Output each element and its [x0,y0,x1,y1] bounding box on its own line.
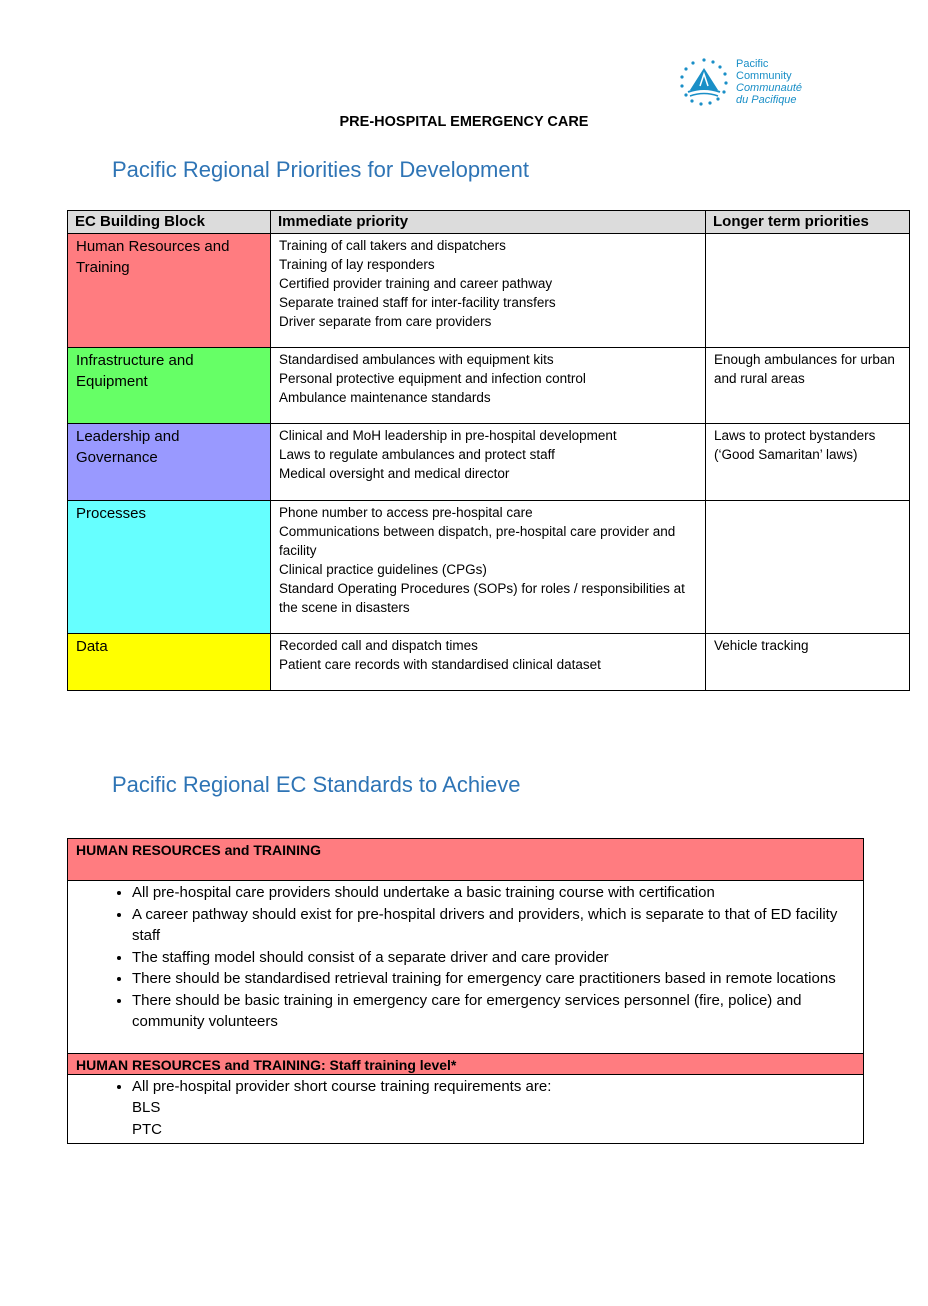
longer-term-cell: Enough ambulances for urban and rural areas [706,348,910,424]
block-data: Data [68,634,271,691]
staff-training-bullets [68,1075,863,1144]
longer-term-cell: Vehicle tracking [706,634,910,691]
priorities-table [67,210,910,691]
sub-item-ptc: PTC [132,1120,162,1138]
immediate-cell [271,501,706,634]
immediate-cell [271,234,706,348]
pacific-community-logo [678,54,818,110]
pacific-community-emblem-icon [678,56,730,108]
list-item: Clinical practice guidelines (CPGs) [279,562,487,577]
list-item: • All pre-hospital care providers should undertake a basic training course with certification [132,882,855,904]
immediate-cell [271,424,706,501]
list-item [132,1076,855,1141]
section-heading-standards: Pacific Regional EC Standards to Achieve [112,772,521,797]
logo-line-2: Community [736,70,792,82]
sub-item-bls: BLS [132,1099,161,1116]
list-item: Communications between dispatch, pre-hospital care provider and facility [279,524,676,558]
table-row [68,348,910,424]
list-item: Phone number to access pre-hospital care [279,505,533,520]
column-header-longer-term: Longer term priorities [706,211,910,234]
column-header-building-block: EC Building Block [68,211,271,234]
list-item: Separate trained staff for inter-facility transfers [279,295,556,310]
list-item: • There should be basic training in emergency care for emergency services personnel (fire, police) and community volunteers [132,990,855,1033]
table-header-row [68,211,910,234]
immediate-cell [271,634,706,691]
list-item: Medical oversight and medical director [279,466,510,481]
table-row [68,634,910,691]
logo-wordmark [736,58,802,106]
table-row [68,501,910,634]
block-infrastructure: Infrastructure and Equipment [68,348,271,424]
longer-term-cell [706,501,910,634]
block-leadership: Leadership and Governance [68,424,271,501]
immediate-cell [271,348,706,424]
standards-bullets [68,881,863,1053]
list-item: Driver separate from care providers [279,314,492,329]
document-title: PRE-HOSPITAL EMERGENCY CARE [339,114,589,130]
list-item: Clinical and MoH leadership in pre-hospital development [279,428,617,443]
standards-header-hr-training: HUMAN RESOURCES and TRAINING [68,839,863,881]
table-row [68,234,910,348]
list-item: • There should be standardised retrieval training for emergency care practitioners based in remote locations [132,968,855,990]
list-item: Standard Operating Procedures (SOPs) for roles / responsibilities at the scene in disasters [279,581,685,615]
longer-term-cell [706,234,910,348]
list-item: Personal protective equipment and infection control [279,371,586,386]
logo-line-3: Communauté [736,82,803,94]
list-item: Training of call takers and dispatchers [279,238,506,253]
table-row [68,424,910,501]
list-item: Patient care records with standardised clinical dataset [279,657,601,672]
list-item: Standardised ambulances with equipment kits [279,352,554,367]
list-item: Ambulance maintenance standards [279,390,491,405]
logo-line-1: Pacific [736,58,769,70]
logo-line-4: du Pacifique [736,94,797,106]
list-item: Training of lay responders [279,257,435,272]
list-item: • The staffing model should consist of a separate driver and care provider [132,947,855,969]
list-item: Laws to regulate ambulances and protect staff [279,447,555,462]
block-human-resources: Human Resources and Training [68,234,271,348]
list-item: Recorded call and dispatch times [279,638,478,653]
section-heading-priorities: Pacific Regional Priorities for Development [112,157,529,182]
block-processes: Processes [68,501,271,634]
standards-header-staff-training-level: HUMAN RESOURCES and TRAINING: Staff training level* [68,1053,863,1075]
list-item: • A career pathway should exist for pre-hospital drivers and providers, which is separate to that of ED facility staff [132,904,855,947]
list-item-text: All pre-hospital provider short course training requirements are: [132,1077,552,1095]
column-header-immediate: Immediate priority [271,211,706,234]
longer-term-cell: Laws to protect bystanders (‘Good Samaritan’ laws) [706,424,910,501]
standards-box [67,838,864,1144]
list-item: Certified provider training and career pathway [279,276,553,291]
